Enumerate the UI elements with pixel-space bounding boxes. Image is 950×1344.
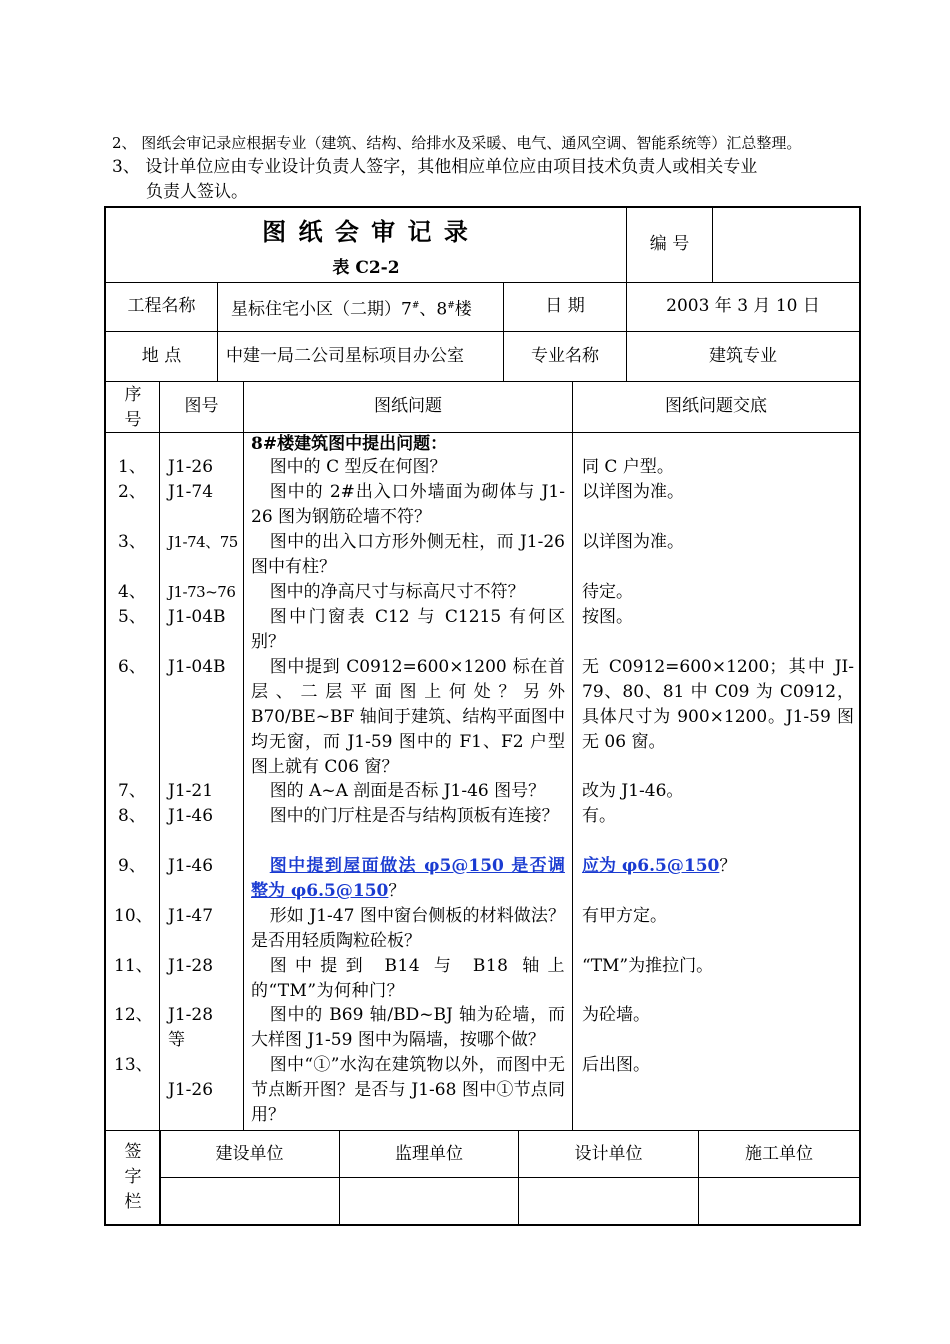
answer-9-link[interactable]: 应为 φ6.5@150: [582, 856, 720, 876]
note-2: 2、 图纸会审记录应根据专业（建筑、结构、给排水及采暖、电气、通风空调、智能系统等）汇总整理。: [112, 134, 802, 152]
seq-5: 5、: [118, 607, 146, 627]
drawing-4: J1-73~76: [168, 583, 236, 601]
major-label: 专业名称: [531, 346, 599, 366]
answer-2: 以详图为准。: [582, 482, 684, 502]
sign-unit-contractor: 施工单位: [745, 1144, 813, 1164]
drawing-7: J1-21: [168, 781, 214, 801]
answer-1: 同 C 户型。: [582, 457, 674, 477]
date-value: 2003 年 3 月 10 日: [666, 296, 820, 316]
answer-9: 应为 φ6.5@150？: [582, 856, 737, 876]
question-9-link[interactable]: 图中提到屋面做法 φ5@150 是否调整为 φ6.5@150: [251, 856, 565, 901]
sign-unit-supervision: 监理单位: [395, 1144, 463, 1164]
sign-field-construction[interactable]: [161, 1179, 338, 1223]
question-6: 图中提到 C0912=600×1200 标在首层、二层平面图上何处？另外 B70/BE~BF 轴间于建筑、结构平面图中均无窗，而 J1-59 图中的 F1、F2 户型图上就有 C06 窗？: [251, 657, 565, 777]
question-7: 图的 A~A 剖面是否标 J1-46 图号？: [269, 781, 546, 801]
drawing-11: J1-28: [168, 956, 214, 976]
seq-13: 13、: [114, 1055, 153, 1075]
col-seq: 序号: [124, 385, 142, 430]
question-10: 形如 J1-47 图中窗台侧板的材料做法？是否用轻质陶粒砼板？: [251, 906, 565, 951]
seq-6: 6、: [118, 657, 146, 677]
place-value: 中建一局二公司星标项目办公室: [226, 346, 464, 366]
sign-field-supervision[interactable]: [341, 1179, 517, 1223]
drawing-10: J1-47: [168, 906, 214, 926]
question-3: 图中的出入口方形外侧无柱，而 J1-26 图中有柱？: [251, 532, 565, 577]
answer-6: 无 C0912=600×1200；其中 JI-79、80、81 中 C09 为 C0912，具体尺寸为 900×1200。J1-59 图无 06 窗。: [582, 657, 854, 752]
seq-4: 4、: [118, 582, 146, 602]
answer-10: 有甲方定。: [582, 906, 667, 926]
answer-3: 以详图为准。: [582, 532, 684, 552]
sign-unit-design: 设计单位: [574, 1144, 643, 1164]
seq-1: 1、: [118, 457, 146, 477]
seq-2: 2、: [118, 482, 146, 502]
drawing-2: J1-74: [168, 482, 214, 502]
col-answer: 图纸问题交底: [665, 396, 767, 416]
answer-8: 有。: [582, 806, 616, 826]
project-label: 工程名称: [127, 296, 196, 316]
drawing-12: J1-28 等: [168, 1005, 214, 1050]
place-label: 地 点: [141, 346, 182, 366]
seq-3: 3、: [118, 532, 146, 552]
drawing-5: J1-04B: [168, 607, 226, 627]
question-9: 图中提到屋面做法 φ5@150 是否调整为 φ6.5@150？: [251, 856, 565, 901]
answer-7: 改为 J1-46。: [582, 781, 684, 801]
answer-11: “TM”为推拉门。: [582, 956, 714, 976]
question-13: 图中“①”水沟在建筑物以外，而图中无节点断开图？是否与 J1-68 图中①节点同用？: [251, 1055, 565, 1125]
question-2: 图中的 2#出入口外墙面为砌体与 J1-26 图为钢筋砼墙不符？: [251, 482, 565, 527]
question-12: 图中的 B69 轴/BD~BJ 轴为砼墙，而大样图 J1-59 图中为隔墙，按哪个做？: [251, 1005, 565, 1050]
sign-field-contractor[interactable]: [700, 1179, 858, 1223]
seq-11: 11、: [114, 956, 153, 976]
answer-4: 待定。: [582, 582, 633, 602]
section-title: 8#楼建筑图中提出问题：: [251, 434, 448, 454]
project-value: 星标住宅小区（二期）7#、8#楼: [231, 299, 472, 320]
signature-label: 签字栏: [124, 1142, 142, 1212]
question-4: 图中的净高尺寸与标高尺寸不符？: [269, 582, 525, 602]
sign-field-design[interactable]: [520, 1179, 697, 1223]
answer-5: 按图。: [582, 607, 633, 627]
col-question: 图纸问题: [374, 396, 442, 416]
drawing-13: J1-26: [168, 1080, 214, 1100]
major-value: 建筑专业: [709, 346, 777, 366]
seq-12: 12、: [114, 1005, 153, 1025]
question-8: 图中的门厅柱是否与结构顶板有连接？: [269, 806, 559, 826]
date-label: 日 期: [545, 296, 585, 316]
note-3-cont: 负责人签认。: [146, 182, 248, 202]
sign-unit-construction: 建设单位: [215, 1144, 284, 1164]
page-title: 图 纸 会 审 记 录: [262, 217, 470, 246]
seq-8: 8、: [118, 806, 146, 826]
answer-12: 为砼墙。: [582, 1005, 650, 1025]
drawing-3: J1-74、75: [168, 533, 238, 551]
drawing-6: J1-04B: [168, 657, 226, 677]
col-drawing: 图号: [184, 396, 219, 416]
question-1: 图中的 C 型反在何图？: [269, 457, 447, 477]
drawing-8: J1-46: [168, 806, 214, 826]
drawing-1: J1-26: [168, 457, 214, 477]
question-5: 图中门窗表 C12 与 C1215 有何区别？: [251, 607, 565, 652]
seq-10: 10、: [114, 906, 153, 926]
answer-13: 后出图。: [582, 1055, 650, 1075]
seq-7: 7、: [118, 781, 146, 801]
form-number: 表 C2-2: [332, 258, 400, 278]
number-label: 编 号: [649, 234, 690, 254]
seq-9: 9、: [118, 856, 146, 876]
note-3: 3、 设计单位应由专业设计负责人签字，其他相应单位应由项目技术负责人或相关专业: [112, 157, 758, 177]
drawing-9: J1-46: [168, 856, 214, 876]
question-11: 图中提到 B14 与 B18 轴上的“TM”为何种门？: [251, 956, 565, 1001]
